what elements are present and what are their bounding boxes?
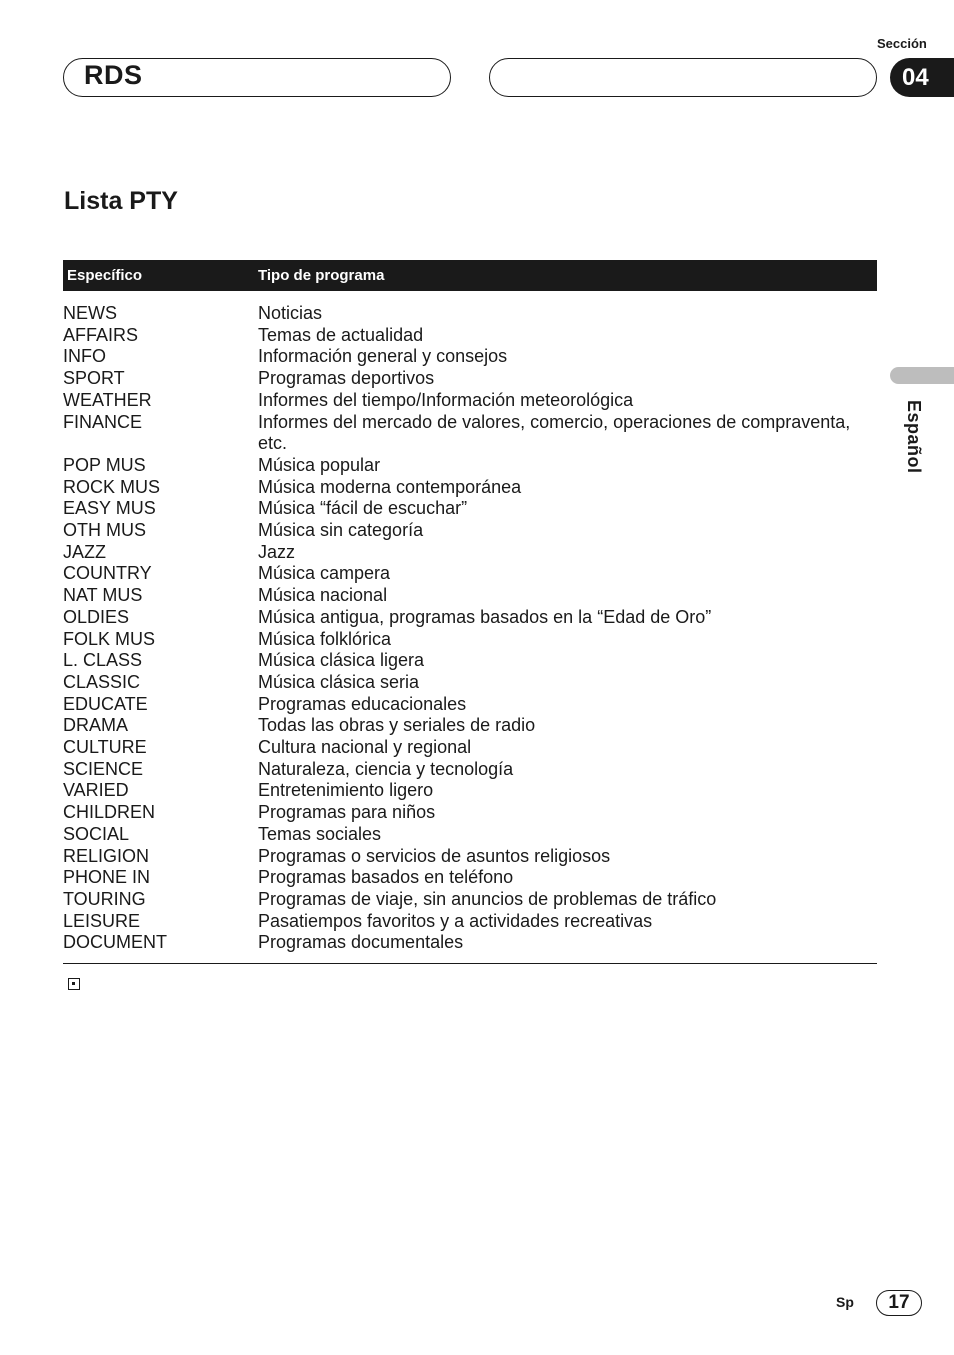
table-row bbox=[63, 802, 877, 824]
table-row bbox=[63, 629, 877, 651]
table-row bbox=[63, 650, 877, 672]
program-type: Programas o servicios de asuntos religiosos bbox=[258, 845, 611, 866]
pty-code: INFO bbox=[63, 346, 106, 367]
header-title-box bbox=[63, 58, 451, 97]
program-type: Entretenimiento ligero bbox=[258, 780, 434, 801]
pty-code: DOCUMENT bbox=[63, 932, 167, 953]
end-of-section-icon bbox=[68, 978, 80, 990]
pty-code: EDUCATE bbox=[63, 693, 148, 714]
program-type: Programas documentales bbox=[258, 932, 464, 953]
language-tab bbox=[890, 367, 954, 384]
table-row bbox=[63, 672, 877, 694]
pty-code: CHILDREN bbox=[63, 802, 156, 823]
pty-code: PHONE IN bbox=[63, 867, 151, 888]
table-row bbox=[63, 694, 877, 716]
table-row bbox=[63, 585, 877, 607]
table-row bbox=[63, 563, 877, 585]
section-label: Sección bbox=[877, 36, 927, 51]
program-type: Música “fácil de escuchar” bbox=[258, 498, 468, 519]
program-type: Música folklórica bbox=[258, 628, 392, 649]
pty-code: DRAMA bbox=[63, 715, 129, 736]
table-row bbox=[63, 737, 877, 759]
pty-code: NEWS bbox=[63, 303, 117, 323]
table-row bbox=[63, 390, 877, 412]
table-row bbox=[63, 498, 877, 520]
pty-code: OLDIES bbox=[63, 606, 130, 627]
program-type: Música antigua, programas basados en la “Edad de Oro” bbox=[258, 606, 712, 627]
pty-code: EASY MUS bbox=[63, 498, 156, 519]
program-type: Informes del tiempo/Información meteorológica bbox=[258, 389, 634, 410]
program-type: Música campera bbox=[258, 563, 391, 584]
program-type: Música clásica ligera bbox=[258, 650, 425, 671]
pty-code: NAT MUS bbox=[63, 585, 143, 606]
pty-code: VARIED bbox=[63, 780, 129, 801]
table-row bbox=[63, 325, 877, 347]
pty-code: POP MUS bbox=[63, 454, 146, 475]
page-number: 17 bbox=[876, 1290, 922, 1316]
column-header-program-type: Tipo de programa bbox=[258, 267, 385, 284]
pty-table-body bbox=[63, 303, 877, 954]
pty-code: SPORT bbox=[63, 368, 125, 389]
program-type: Información general y consejos bbox=[258, 346, 508, 367]
program-type: Música popular bbox=[258, 454, 381, 475]
header-title: RDS bbox=[84, 60, 143, 90]
table-row bbox=[63, 759, 877, 781]
program-type: Programas basados en teléfono bbox=[258, 867, 514, 888]
table-row bbox=[63, 867, 877, 889]
pty-code: LEISURE bbox=[63, 910, 141, 931]
program-type: Pasatiempos favoritos y a actividades recreativas bbox=[258, 910, 653, 931]
table-header bbox=[63, 260, 877, 291]
program-type: Temas sociales bbox=[258, 823, 382, 844]
language-label: Español bbox=[904, 400, 924, 474]
program-type: Informes del mercado de valores, comercio, operaciones de compraventa, etc. bbox=[258, 411, 851, 454]
program-type: Temas de actualidad bbox=[258, 324, 424, 345]
page-heading: Lista PTY bbox=[64, 187, 178, 215]
pty-code: CLASSIC bbox=[63, 671, 141, 692]
program-type: Programas deportivos bbox=[258, 368, 435, 389]
pty-code: TOURING bbox=[63, 888, 146, 909]
pty-code: SCIENCE bbox=[63, 758, 144, 779]
program-type: Programas educacionales bbox=[258, 693, 467, 714]
pty-code: FOLK MUS bbox=[63, 628, 156, 649]
pty-code: CULTURE bbox=[63, 737, 147, 758]
table-row bbox=[63, 368, 877, 390]
program-type: Todas las obras y seriales de radio bbox=[258, 715, 536, 736]
pty-code: COUNTRY bbox=[63, 563, 152, 584]
table-row bbox=[63, 932, 877, 954]
pty-code: JAZZ bbox=[63, 541, 106, 562]
pty-code: SOCIAL bbox=[63, 823, 130, 844]
table-row bbox=[63, 911, 877, 933]
program-type: Programas para niños bbox=[258, 802, 436, 823]
table-row bbox=[63, 520, 877, 542]
pty-code: AFFAIRS bbox=[63, 324, 139, 345]
table-row bbox=[63, 715, 877, 737]
table-bottom-rule bbox=[63, 963, 877, 964]
program-type: Música moderna contemporánea bbox=[258, 476, 522, 497]
program-type: Música sin categoría bbox=[258, 520, 424, 541]
program-type: Naturaleza, ciencia y tecnología bbox=[258, 758, 514, 779]
table-row bbox=[63, 477, 877, 499]
program-type: Noticias bbox=[258, 303, 323, 323]
program-type: Cultura nacional y regional bbox=[258, 737, 472, 758]
column-header-specific: Específico bbox=[67, 267, 143, 284]
table-row bbox=[63, 607, 877, 629]
header-blank-box bbox=[489, 58, 877, 97]
pty-code: L. CLASS bbox=[63, 650, 143, 671]
table-row bbox=[63, 824, 877, 846]
table-row bbox=[63, 346, 877, 368]
program-type: Música clásica seria bbox=[258, 671, 420, 692]
program-type: Jazz bbox=[258, 541, 296, 562]
pty-code: ROCK MUS bbox=[63, 476, 161, 497]
table-row bbox=[63, 455, 877, 477]
footer-language-code: Sp bbox=[836, 1294, 854, 1310]
pty-code: RELIGION bbox=[63, 845, 150, 866]
program-type: Música nacional bbox=[258, 585, 388, 606]
table-row bbox=[63, 846, 877, 868]
table-row bbox=[63, 303, 877, 325]
pty-code: WEATHER bbox=[63, 389, 152, 410]
program-type: Programas de viaje, sin anuncios de problemas de tráfico bbox=[258, 888, 717, 909]
pty-code: FINANCE bbox=[63, 411, 143, 432]
section-number-tab: 04 bbox=[890, 58, 954, 97]
table-row bbox=[63, 412, 877, 455]
table-row bbox=[63, 542, 877, 564]
table-row bbox=[63, 780, 877, 802]
pty-code: OTH MUS bbox=[63, 520, 146, 541]
table-row bbox=[63, 889, 877, 911]
